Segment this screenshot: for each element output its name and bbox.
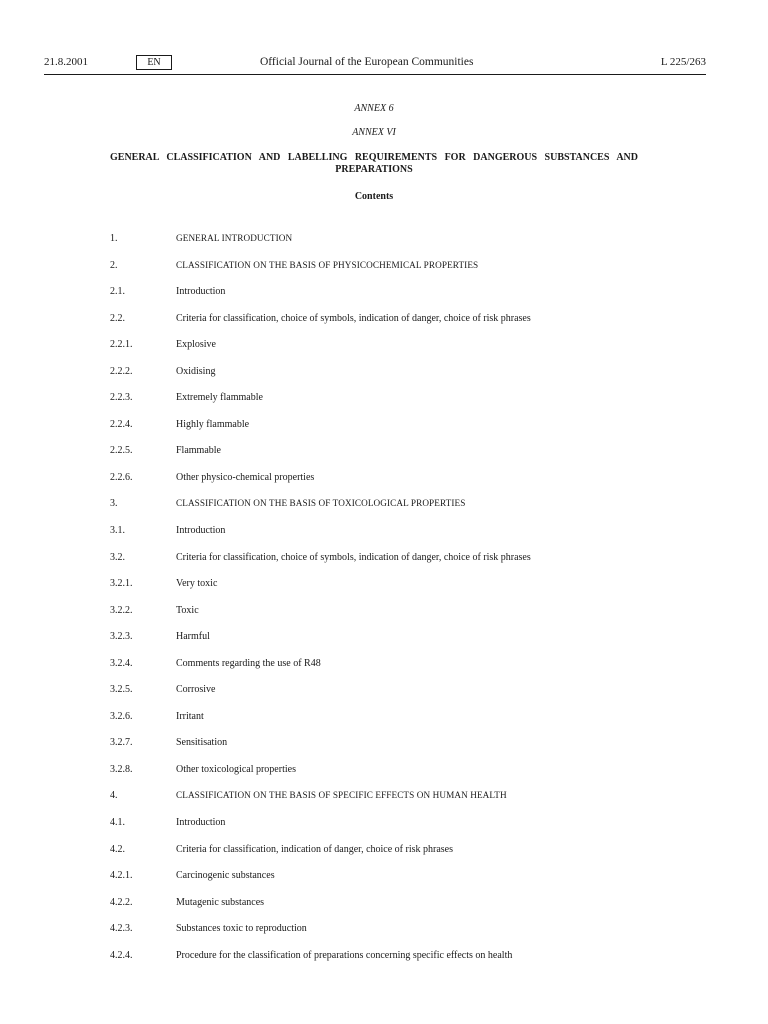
toc-entry [110, 525, 650, 552]
toc-entry [110, 923, 650, 950]
toc-entry [110, 737, 650, 764]
toc-entry-number: 2.2.1. [110, 339, 133, 351]
toc-entry-title: Corrosive [176, 684, 216, 696]
toc-entry-title: Mutagenic substances [176, 896, 265, 908]
toc-entry-title: Oxidising [176, 365, 216, 377]
toc-entry-number: 3.2. [110, 551, 125, 563]
toc-entry [110, 711, 650, 738]
toc-entry-number: 4.2.3. [110, 923, 133, 935]
toc-entry-number: 2.2.6. [110, 471, 133, 483]
toc-entry [110, 950, 650, 977]
toc-entry-number: 3.2.1. [110, 578, 133, 590]
toc-entry-title: Sensitisation [176, 737, 228, 749]
toc-entry [110, 578, 650, 605]
toc-entry-number: 3.2.3. [110, 631, 133, 643]
toc-entry-title: Flammable [176, 445, 221, 457]
page-reference: L 225/263 [660, 56, 706, 68]
table-of-contents [110, 233, 650, 976]
toc-entry-title: Explosive [176, 339, 216, 351]
toc-entry-title: Other physico-chemical properties [176, 471, 315, 483]
toc-entry-title: Comments regarding the use of R48 [176, 657, 321, 669]
header-divider [44, 74, 706, 75]
toc-entry-number: 4.2.1. [110, 870, 133, 882]
publication-date: 21.8.2001 [44, 56, 88, 68]
toc-entry [110, 286, 650, 313]
toc-entry-number: 4.1. [110, 817, 125, 829]
toc-entry-title: Carcinogenic substances [176, 870, 275, 882]
toc-entry [110, 339, 650, 366]
page-header [44, 54, 706, 74]
toc-entry-title: Irritant [176, 710, 204, 722]
toc-entry [110, 605, 650, 632]
journal-title: Official Journal of the European Communities [260, 56, 474, 68]
toc-entry-number: 3.2.7. [110, 737, 133, 749]
annex-label-roman: ANNEX VI [352, 127, 396, 138]
toc-entry-title: Very toxic [176, 578, 218, 590]
toc-entry-title: Other toxicological properties [176, 763, 296, 775]
toc-entry-number: 4.2.4. [110, 949, 133, 961]
toc-entry [110, 392, 650, 419]
toc-entry [110, 631, 650, 658]
toc-entry [110, 445, 650, 472]
toc-entry [110, 764, 650, 791]
document-title: GENERAL CLASSIFICATION AND LABELLING REQUIREMENTS FOR DANGEROUS SUBSTANCES AND PREPARATIONS [110, 152, 638, 175]
toc-entry-number: 3.2.5. [110, 684, 133, 696]
toc-entry [110, 790, 650, 817]
toc-entry-title: CLASSIFICATION ON THE BASIS OF SPECIFIC EFFECTS ON HUMAN HEALTH [176, 790, 507, 801]
toc-entry-number: 2. [110, 259, 118, 271]
toc-entry [110, 419, 650, 446]
toc-entry-title: CLASSIFICATION ON THE BASIS OF PHYSICOCHEMICAL PROPERTIES [176, 259, 479, 270]
toc-entry-title: CLASSIFICATION ON THE BASIS OF TOXICOLOGICAL PROPERTIES [176, 498, 466, 509]
toc-entry [110, 844, 650, 871]
contents-heading: Contents [354, 191, 394, 202]
toc-entry-title: Procedure for the classification of preparations concerning specific effects on health [176, 949, 513, 961]
toc-entry-title: Toxic [176, 604, 199, 616]
toc-entry [110, 658, 650, 685]
toc-entry-title: Introduction [176, 817, 226, 829]
toc-entry [110, 552, 650, 579]
toc-entry-number: 4.2. [110, 843, 125, 855]
toc-entry-title: Introduction [176, 525, 226, 537]
toc-entry [110, 313, 650, 340]
toc-entry-number: 4.2.2. [110, 896, 133, 908]
toc-entry [110, 870, 650, 897]
toc-entry-number: 3.2.4. [110, 657, 133, 669]
toc-entry [110, 366, 650, 393]
toc-entry [110, 233, 650, 260]
toc-entry-title: GENERAL INTRODUCTION [176, 233, 293, 243]
toc-entry-number: 2.2.2. [110, 365, 133, 377]
toc-entry [110, 684, 650, 711]
toc-entry-number: 2.2.4. [110, 418, 133, 430]
toc-entry-number: 3.2.2. [110, 604, 133, 616]
toc-entry-number: 2.2.3. [110, 392, 133, 404]
toc-entry [110, 897, 650, 924]
toc-entry-number: 3.1. [110, 525, 125, 537]
toc-entry-title: Criteria for classification, choice of symbols, indication of danger, choice of risk phrases [176, 312, 531, 324]
toc-entry-title: Criteria for classification, choice of symbols, indication of danger, choice of risk phrases [176, 551, 531, 563]
toc-entry-title: Introduction [176, 286, 226, 298]
toc-entry-number: 3.2.8. [110, 763, 133, 775]
toc-entry-number: 2.2. [110, 312, 125, 324]
toc-entry-title: Criteria for classification, indication of danger, choice of risk phrases [176, 843, 454, 855]
toc-entry [110, 498, 650, 525]
toc-entry [110, 260, 650, 287]
language-badge: EN [136, 55, 172, 70]
toc-entry-title: Harmful [176, 631, 210, 643]
toc-entry-title: Extremely flammable [176, 392, 263, 404]
toc-entry-number: 3.2.6. [110, 710, 133, 722]
toc-entry-number: 2.2.5. [110, 445, 133, 457]
toc-entry-number: 3. [110, 498, 118, 510]
annex-label-arabic: ANNEX 6 [354, 103, 394, 114]
toc-entry-title: Substances toxic to reproduction [176, 923, 307, 935]
toc-entry-number: 2.1. [110, 286, 125, 298]
toc-entry [110, 472, 650, 499]
toc-entry-number: 1. [110, 233, 118, 244]
toc-entry-number: 4. [110, 790, 118, 802]
toc-entry [110, 817, 650, 844]
toc-entry-title: Highly flammable [176, 418, 250, 430]
